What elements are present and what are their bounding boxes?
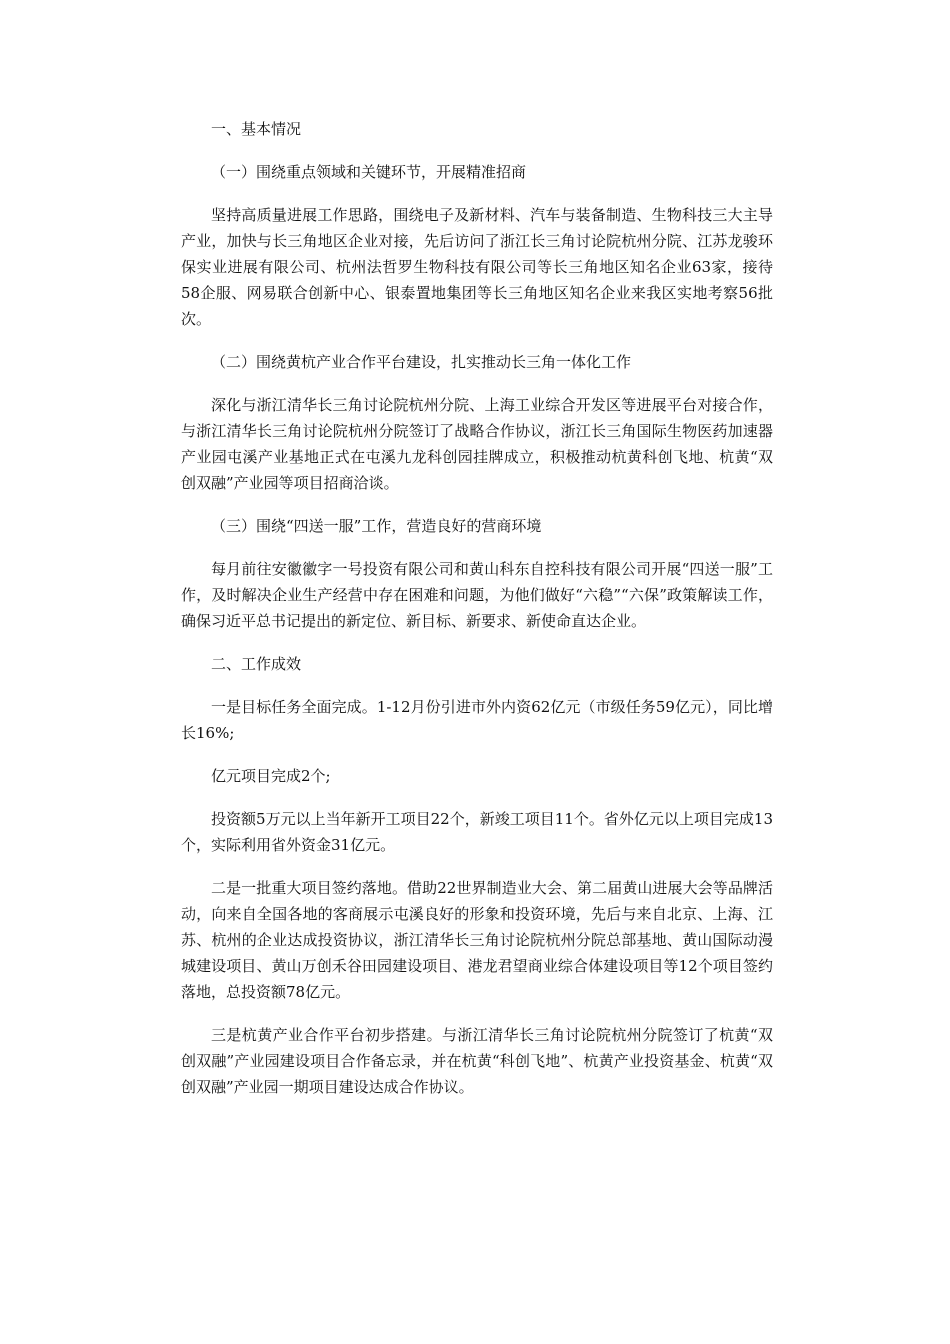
subsection-heading-3: （三）围绕“四送一服”工作，营造良好的营商环境 <box>211 517 542 535</box>
subsection-heading-2: （二）围绕黄杭产业合作平台建设，扎实推动长三角一体化工作 <box>211 353 632 371</box>
paragraph: 亿元项目完成2个; <box>211 767 331 785</box>
paragraph: 二是一批重大项目签约落地。借助22世界制造业大会、第二届黄山进展大会等品牌活动，向来自全国各地的客商展示屯溪良好的形象和投资环境，先后与来自北京、上海、江苏、杭州的企业达成投资协议，浙江清华长三角讨论院杭州分院总部基地、黄山国际动漫城建设项目、黄山万创禾谷田园建设项目、港龙君望商业综合体建设项目等12个项目签约落地，总投资额78亿元。 <box>181 879 773 1001</box>
paragraph: 坚持高质量进展工作思路，围绕电子及新材料、汽车与装备制造、生物科技三大主导产业，加快与长三角地区企业对接，先后访问了浙江长三角讨论院杭州分院、江苏龙骏环保实业进展有限公司、杭州法哲罗生物科技有限公司等长三角地区知名企业63家，接待58企服、网易联合创新中心、银泰置地集团等长三角地区知名企业来我区实地考察56批次。 <box>181 206 773 328</box>
paragraph: 每月前往安徽徽字一号投资有限公司和黄山科东自控科技有限公司开展“四送一服”工作，及时解决企业生产经营中存在困难和问题，为他们做好“六稳”“六保”政策解读工作，确保习近平总书记提出的新定位、新目标、新要求、新使命直达企业。 <box>181 560 773 630</box>
section-heading-results: 二、工作成效 <box>211 655 302 673</box>
paragraph: 投资额5万元以上当年新开工项目22个，新竣工项目11个。省外亿元以上项目完成13个，实际利用省外资金31亿元。 <box>181 810 773 854</box>
subsection-heading-1: （一）围绕重点领域和关键环节，开展精准招商 <box>211 163 527 181</box>
section-heading-basic: 一、基本情况 <box>211 120 302 138</box>
document-body <box>181 116 773 1117</box>
paragraph: 一是目标任务全面完成。1-12月份引进市外内资62亿元（市级任务59亿元），同比增长16%; <box>181 698 773 742</box>
paragraph: 三是杭黄产业合作平台初步搭建。与浙江清华长三角讨论院杭州分院签订了杭黄“双创双融”产业园建设项目合作备忘录，并在杭黄“科创飞地”、杭黄产业投资基金、杭黄“双创双融”产业园一期项目建设达成合作协议。 <box>181 1026 773 1096</box>
paragraph: 深化与浙江清华长三角讨论院杭州分院、上海工业综合开发区等进展平台对接合作，与浙江清华长三角讨论院杭州分院签订了战略合作协议，浙江长三角国际生物医药加速器产业园屯溪产业基地正式在屯溪九龙科创园挂牌成立，积极推动杭黄科创飞地、杭黄“双创双融”产业园等项目招商洽谈。 <box>181 396 773 492</box>
